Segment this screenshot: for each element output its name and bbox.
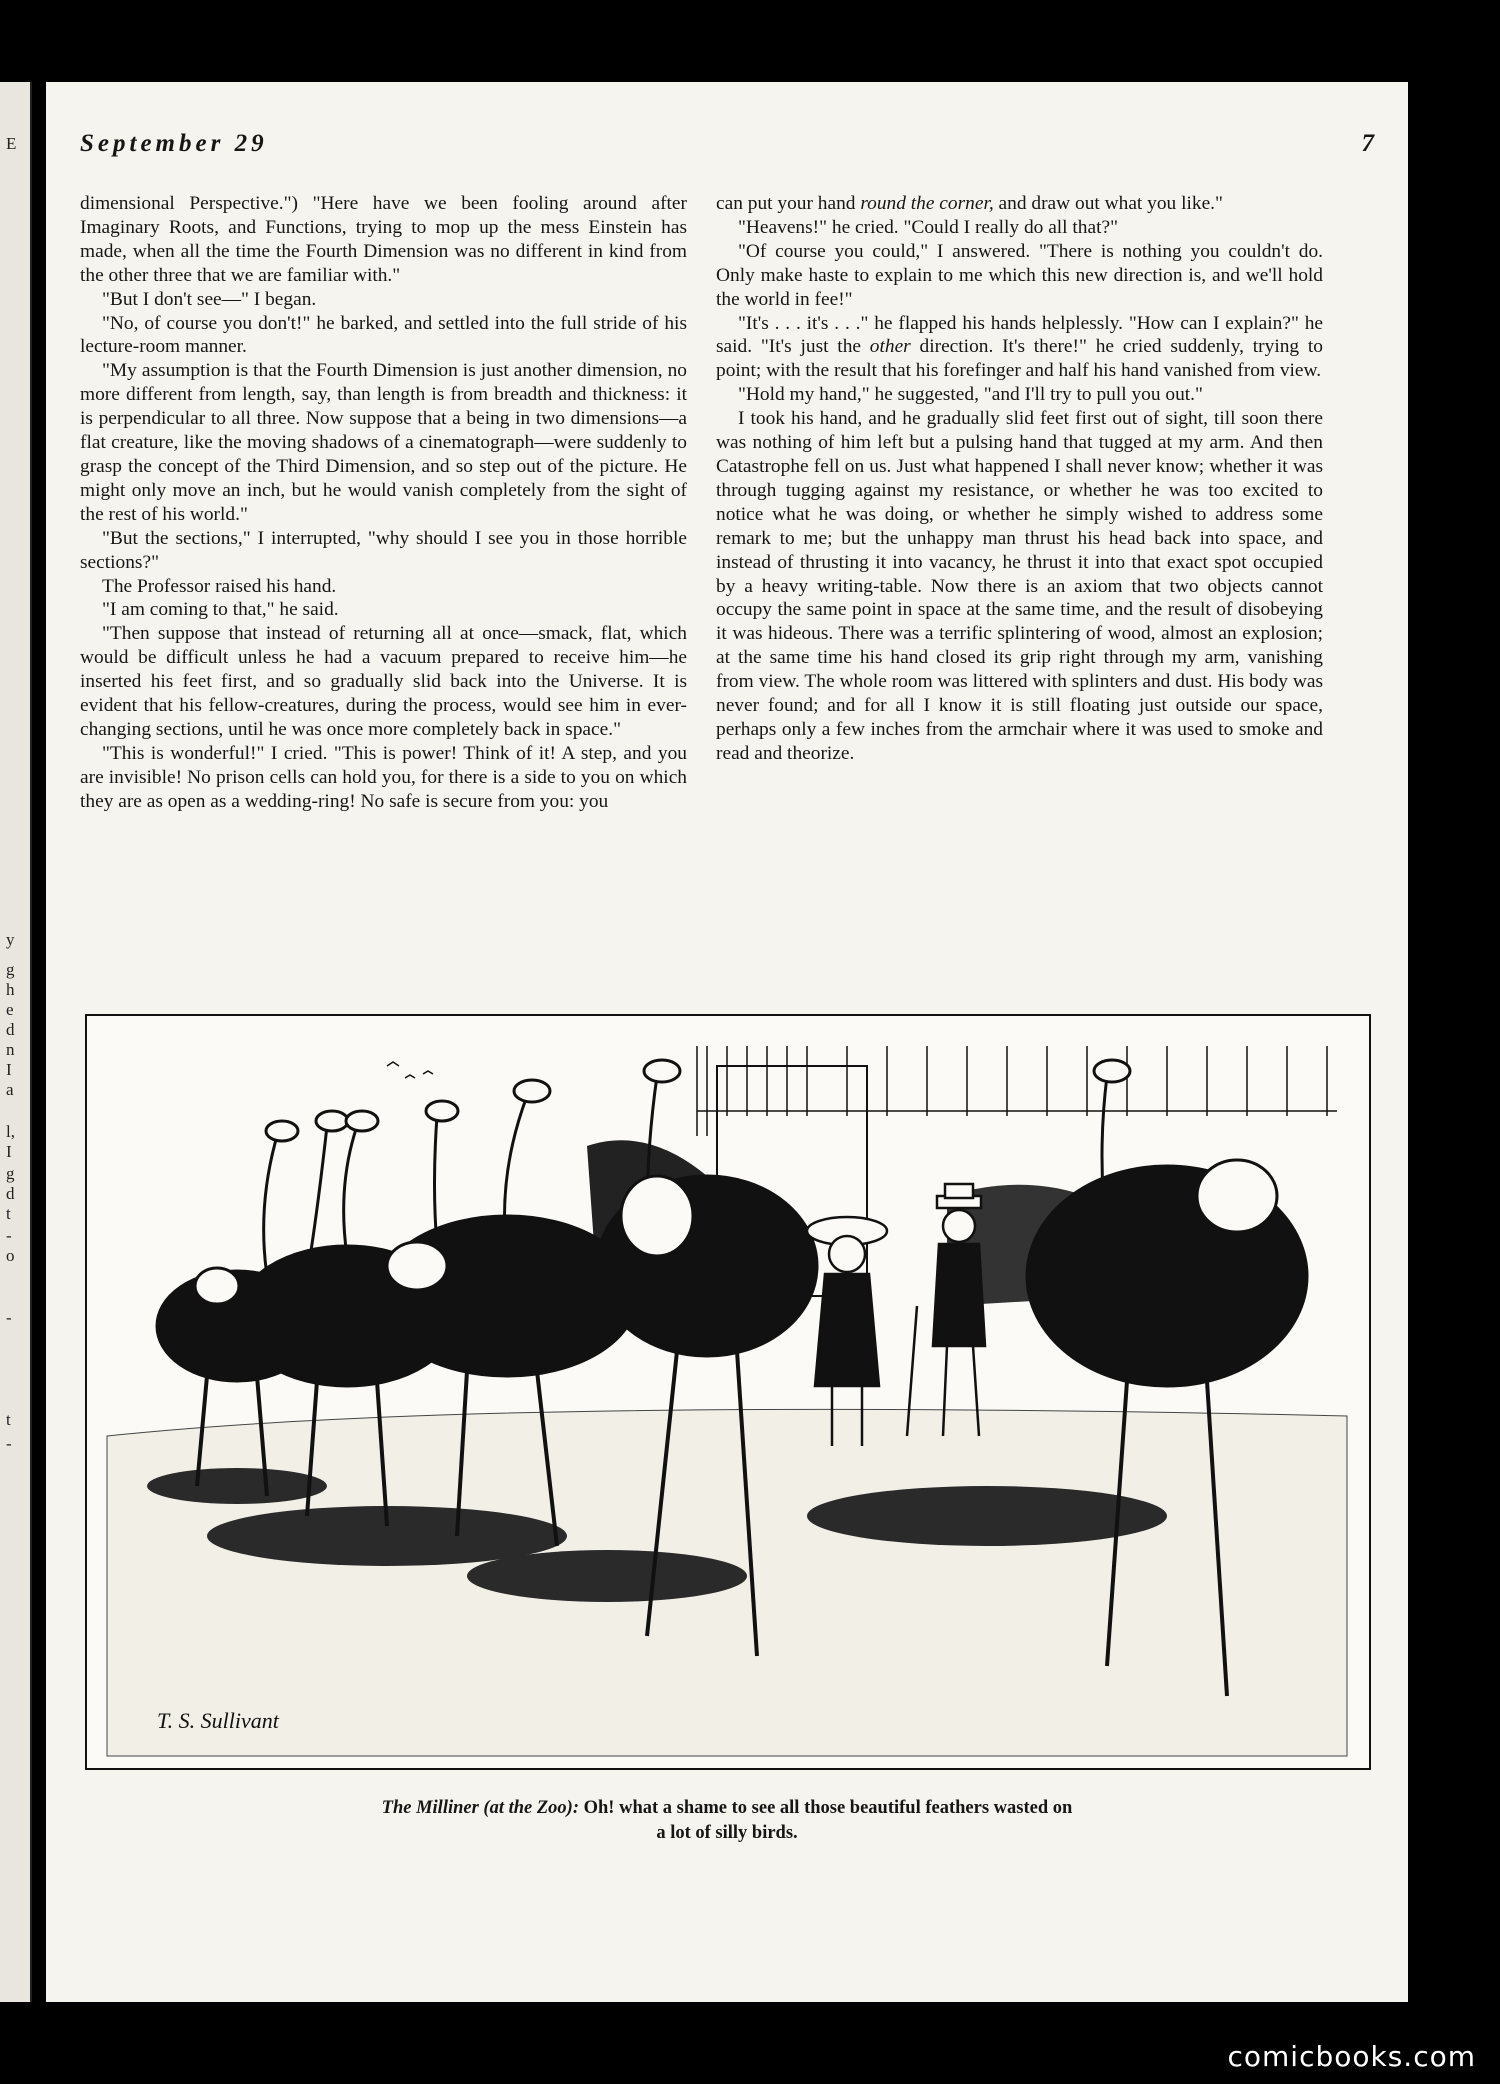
- article-paragraph: "I am coming to that," he said.: [102, 599, 339, 621]
- article-paragraph: "Of course you could," I answered. "There is nothing you couldn't do. Only make haste to explain to me which this new direction is, and we'll hold the world in fee!": [716, 240, 1323, 310]
- prev-page-fragment: y: [6, 930, 15, 949]
- page-number: 7: [1361, 130, 1374, 157]
- paragraph-text: "It's . . . it's . . ." he flapped his hands helplessly. "How can I explain?" he said. "It's just the: [716, 312, 1323, 358]
- prev-page-fragment: o: [6, 1246, 15, 1265]
- site-watermark: comicbooks.com: [1227, 2040, 1476, 2073]
- prev-page-fragment: I: [6, 1142, 12, 1161]
- article-paragraph: "Heavens!" he cried. "Could I really do all that?": [738, 216, 1119, 238]
- prev-page-fragment: n: [6, 1040, 15, 1059]
- prev-page-fragment: l,: [6, 1122, 15, 1141]
- prev-page-fragment: g: [6, 960, 15, 979]
- prev-page-fragment: -: [6, 1434, 12, 1453]
- cartoon-caption: [46, 1796, 1408, 1846]
- running-head: [80, 130, 1374, 164]
- prev-page-fragment: I: [6, 1060, 12, 1079]
- man-figure: [907, 1184, 985, 1436]
- prev-page-fragment: h: [6, 980, 15, 999]
- emphasis-text: other: [869, 336, 911, 358]
- article-paragraph: "Hold my hand," he suggested, "and I'll try to pull you out.": [738, 384, 1203, 406]
- article-paragraph: "This is wonderful!" I cried. "This is power! Think of it! A step, and you are invisible! No prison cells can hold you, for there is a side to you on which they are as open as a wedding-ring! No safe is secure from you: you: [80, 742, 687, 812]
- caption-text: a lot of silly birds.: [656, 1823, 798, 1843]
- article-column-left: [80, 192, 687, 814]
- paragraph-text: and draw out what you like.": [993, 193, 1223, 214]
- distant-birds: [387, 1062, 433, 1078]
- article-paragraph: "No, of course you don't!" he barked, and settled into the full stride of his lecture-room manner.: [80, 312, 687, 358]
- article-paragraph: "My assumption is that the Fourth Dimension is just another dimension, no more different from length, say, than length is from breadth and thickness: it is perpendicular to all three. Now suppose that a being in two dimensions—a flat creature, like the moving shadows of a cinematograph—were suddenly to grasp the concept of the Third Dimension, and so step out of the picture. He might only move an inch, but he would vanish completely from the sight of the rest of his world.": [80, 360, 687, 525]
- emphasis-text: round the corner,: [860, 193, 994, 214]
- article-paragraph: The Professor raised his hand.: [102, 575, 337, 597]
- article-paragraph: [716, 312, 1323, 384]
- cartoon-illustration: [85, 1014, 1371, 1770]
- previous-page-edge: [0, 82, 32, 2002]
- caption-text: Oh! what a shame to see all those beautiful feathers wasted on: [583, 1798, 1073, 1818]
- article-paragraph: "But I don't see—" I began.: [102, 288, 317, 310]
- article-paragraph: "But the sections," I interrupted, "why should I see you in those horrible sections?": [80, 527, 687, 573]
- prev-page-fragment: -: [6, 1226, 12, 1245]
- magazine-page: [46, 82, 1408, 2002]
- artist-signature: T. S. Sullivant: [157, 1708, 279, 1733]
- prev-page-fragment: e: [6, 1000, 14, 1019]
- article-paragraph: "Then suppose that instead of returning all at once—smack, flat, which would be difficult unless he had a vacuum prepared to receive him—he inserted his feet first, and so gradually slid back into the Universe. It is evident that his fellow-creatures, during the process, would see him in ever-changing sections, until he was once more completely back in space.": [80, 623, 687, 740]
- prev-page-fragment: d: [6, 1184, 15, 1203]
- prev-page-fragment: E: [6, 134, 17, 153]
- paragraph-text: direction. It's there!" he cried suddenly, trying to point; with the result that his forefinger and half his hand vanished from view.: [716, 336, 1323, 382]
- caption-speaker: The Milliner (at the Zoo):: [381, 1798, 579, 1818]
- article-paragraph: dimensional Perspective.") "Here have we been fooling around after Imaginary Roots, and Functions, trying to mop up the mess Einstein has made, when all the time the Fourth Dimension was no different in kind from the other three that we are familiar with.": [80, 193, 687, 286]
- prev-page-fragment: t: [6, 1410, 11, 1429]
- article-paragraph: I took his hand, and he gradually slid feet first out of sight, till soon there was nothing of him left but a pulsing hand that tugged at my arm. And then Catastrophe fell on us. Just what happened I shall never know; whether it was through tugging against my resistance, or whether he was too excited to notice what he was doing, or whether he simply wished to address some remark to me; but the unhappy man thrust his head back into space, and instead of thrusting it into vacancy, he thrust it into that exact spot occupied by a heavy writing-table. Now there is an axiom that two objects cannot occupy the same point in space at the same time, and the result of disobeying it was hideous. There was a terrific splintering of wood, almost an explosion; at the same time his hand closed its grip right through my arm, vanishing from view. The whole room was littered with splinters and dust. His body was never found; and for all I know it is still floating just outside our space, perhaps only a few inches from the armchair where it was used to smoke and read and theorize.: [716, 408, 1323, 764]
- prev-page-fragment: g: [6, 1164, 15, 1183]
- issue-date: September 29: [80, 130, 268, 157]
- prev-page-fragment: d: [6, 1020, 15, 1039]
- prev-page-fragment: t: [6, 1204, 11, 1223]
- prev-page-fragment: a: [6, 1080, 14, 1099]
- prev-page-fragment: -: [6, 1308, 12, 1327]
- paragraph-text: can put your hand: [716, 193, 861, 214]
- article-column-right: [716, 192, 1323, 766]
- article-paragraph: [716, 192, 1323, 216]
- ostrich-cartoon-drawing: [87, 1016, 1369, 1768]
